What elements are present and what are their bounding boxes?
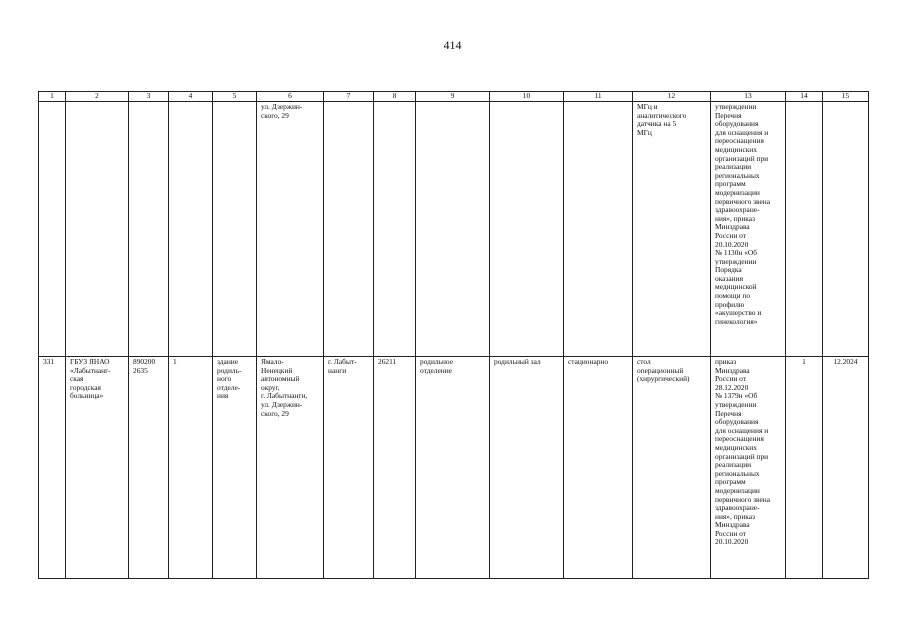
column-number: 6 xyxy=(257,92,324,102)
page-number: 414 xyxy=(443,38,462,52)
cell-legal-basis: приказ Минздрава России от 28.12.2020 № 1379н «Об утверждении Перечня оборудования для оснащения и переоснащения медицинских организаций при реализации региональных программ модернизации первичного звена здравоохране- ния», приказ Минздрава России от 20.10.2020 xyxy=(711,357,786,579)
column-number: 7 xyxy=(324,92,374,102)
cell-building: здание родиль- ного отделе- ния xyxy=(213,357,257,579)
cell-date: 12.2024 xyxy=(823,357,869,579)
cell-equipment: стол операционный (хирургический) xyxy=(633,357,711,579)
column-number: 2 xyxy=(66,92,129,102)
column-number: 4 xyxy=(169,92,213,102)
column-number: 15 xyxy=(823,92,869,102)
table-row-331 xyxy=(39,357,869,579)
cell-care-type: стационарно xyxy=(564,357,633,579)
column-number-row xyxy=(39,92,869,102)
cell-inn: 890200 2635 xyxy=(129,357,169,579)
column-number: 12 xyxy=(633,92,711,102)
column-number: 5 xyxy=(213,92,257,102)
column-number: 13 xyxy=(711,92,786,102)
cell-organization: ГБУЗ ЯНАО «Лабытнанг- ская городская больница» xyxy=(66,357,129,579)
cell-department: родильное отделение xyxy=(416,357,490,579)
cell-address: Ямало- Ненецкий автономный округ, г. Лабытнанги, ул. Дзержин- ского, 29 xyxy=(257,357,324,579)
column-number: 10 xyxy=(490,92,564,102)
cell-room: родильный зал xyxy=(490,357,564,579)
column-number: 1 xyxy=(39,92,66,102)
column-number: 3 xyxy=(129,92,169,102)
table-row-continuation xyxy=(39,102,869,357)
equipment-table xyxy=(38,91,869,579)
cell-code: 26211 xyxy=(374,357,416,579)
column-number: 14 xyxy=(786,92,823,102)
cell-address: ул. Дзержин- ского, 29 xyxy=(257,102,324,357)
column-number: 8 xyxy=(374,92,416,102)
cell-city: г. Лабыт- нанги xyxy=(324,357,374,579)
column-number: 11 xyxy=(564,92,633,102)
cell-equipment: МГц и аналитического датчика на 5 МГц xyxy=(633,102,711,357)
cell-quantity-buildings: 1 xyxy=(169,357,213,579)
column-number: 9 xyxy=(416,92,490,102)
cell-row-number: 331 xyxy=(39,357,66,579)
cell-quantity: 1 xyxy=(786,357,823,579)
cell-legal-basis: утверждении Перечня оборудования для оснащения и переоснащения медицинских организаций при реализации региональных программ модернизации первичного звена здравоохране- ния», приказ Минздрава России от 20.10.2020 № 1130н «Об утверждении Порядка оказания медицинской помощи по профилю «акушерство и гинекология» xyxy=(711,102,786,357)
